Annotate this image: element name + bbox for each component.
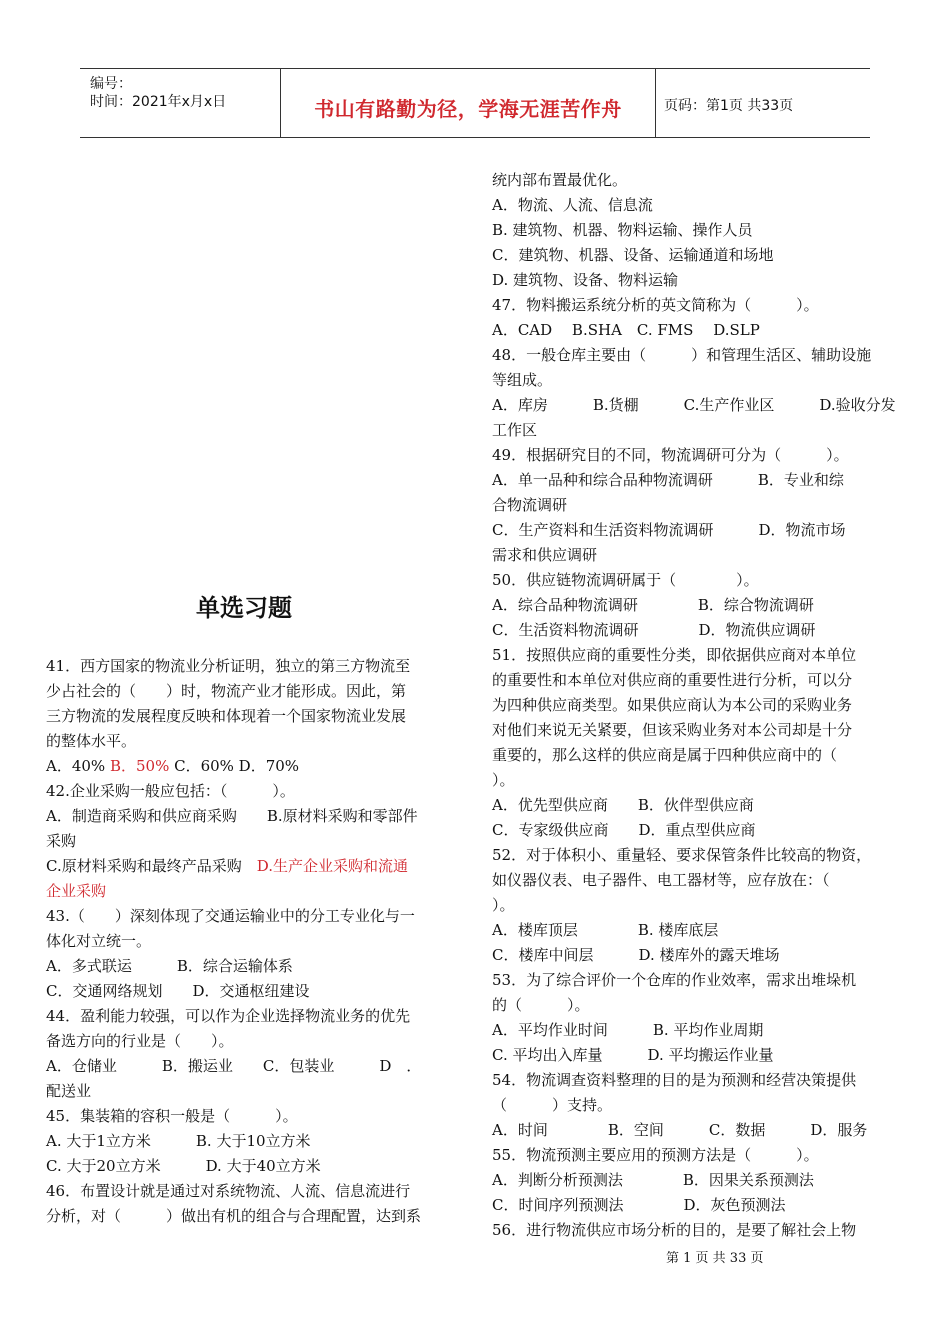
- text-line: [46, 1204, 458, 1229]
- line-text: ）。: [492, 896, 515, 914]
- line-text: C．时间序列预测法 D．灰色预测法: [492, 1196, 786, 1214]
- line-text: 54．物流调查资料整理的目的是为预测和经营决策提供: [492, 1071, 857, 1089]
- text-line: [492, 1143, 906, 1168]
- line-text: C．生活资料物流调研 D．物流供应调研: [492, 621, 816, 639]
- text-line: [492, 868, 906, 893]
- text-line: [46, 804, 458, 829]
- motto: 书山有路勤为径，学海无涯苦作舟: [314, 97, 622, 121]
- text-line: [492, 918, 906, 943]
- text-line: [492, 293, 906, 318]
- line-text: A．单一品种和综合品种物流调研 B．专业和综: [492, 471, 844, 489]
- line-text: 53．为了综合评价一个仓库的作业效率，需求出堆垛机: [492, 971, 857, 989]
- text-line: [492, 318, 906, 343]
- line-text: 41．西方国家的物流业分析证明，独立的第三方物流至: [46, 657, 411, 675]
- text-line: [46, 854, 458, 879]
- line-text: 重要的，那么这样的供应商是属于四种供应商中的（: [492, 746, 838, 764]
- text-line: [46, 1179, 458, 1204]
- text-line: [492, 618, 906, 643]
- text-line: [46, 654, 458, 679]
- line-text: A．40%: [46, 757, 110, 775]
- line-text: 等组成。: [492, 371, 553, 389]
- header-motto-cell: [280, 69, 656, 137]
- line-text: C．建筑物、机器、设备、运输通道和场地: [492, 246, 774, 264]
- line-text: 的整体水平。: [46, 732, 137, 750]
- text-line: [492, 568, 906, 593]
- line-text: C．生产资料和生活资料物流调研 D．物流市场: [492, 521, 846, 539]
- text-line: [46, 754, 458, 779]
- highlighted-answer: 企业采购: [46, 882, 107, 900]
- text-line: [46, 1079, 458, 1104]
- text-line: [492, 718, 906, 743]
- number-label: 编号：: [90, 76, 132, 92]
- line-text: A．多式联运 B．综合运输体系: [46, 957, 293, 975]
- text-line: [492, 368, 906, 393]
- text-line: [46, 779, 458, 804]
- text-line: [46, 929, 458, 954]
- page-footer: 第 1 页 共 33 页: [666, 1251, 764, 1266]
- line-text: 需求和供应调研: [492, 546, 598, 564]
- text-line: [492, 243, 906, 268]
- text-line: [46, 729, 458, 754]
- line-text: 配送业: [46, 1082, 92, 1100]
- line-text: A．CAD B.SHA C. FMS D.SLP: [492, 321, 760, 339]
- line-text: A．时间 B．空间 C．数据 D．服务: [492, 1121, 868, 1139]
- header-table: [80, 68, 870, 138]
- line-text: A．平均作业时间 B. 平均作业周期: [492, 1021, 764, 1039]
- text-line: [492, 818, 906, 843]
- text-line: [492, 943, 906, 968]
- line-text: 56．进行物流供应市场分析的目的，是要了解社会上物: [492, 1221, 857, 1239]
- text-line: [492, 893, 906, 918]
- text-line: [492, 518, 906, 543]
- line-text: 46．布置设计就是通过对系统物流、人流、信息流进行: [46, 1182, 411, 1200]
- line-text: 为四种供应商类型。如果供应商认为本公司的采购业务: [492, 696, 853, 714]
- line-text: A．仓储业 B．搬运业 C．包装业 D ．: [46, 1057, 422, 1075]
- line-text: C. 大于20立方米 D. 大于40立方米: [46, 1157, 321, 1175]
- text-line: [46, 1154, 458, 1179]
- text-line: [492, 1068, 906, 1093]
- text-line: [492, 1043, 906, 1068]
- text-line: [492, 343, 906, 368]
- page-info: 页码：第1页 共33页: [664, 98, 794, 114]
- line-text: 三方物流的发展程度反映和体现着一个国家物流业发展: [46, 707, 407, 725]
- line-text: B. 建筑物、机器、物料运输、操作人员: [492, 221, 753, 239]
- line-text: 48．一般仓库主要由（ ）和管理生活区、辅助设施: [492, 346, 872, 364]
- text-line: [492, 218, 906, 243]
- line-text: 52．对于体积小、重量轻、要求保管条件比较高的物资，: [492, 846, 872, 864]
- text-line: [46, 954, 458, 979]
- text-line: [46, 829, 458, 854]
- line-text: A. 大于1立方米 B. 大于10立方米: [46, 1132, 311, 1150]
- line-text: C．楼库中间层 D. 楼库外的露天堆场: [492, 946, 780, 964]
- line-text: 47．物料搬运系统分析的英文简称为（ ）。: [492, 296, 819, 314]
- line-text: 42.企业采购一般应包括：（ ）。: [46, 782, 295, 800]
- line-text: A．楼库顶层 B. 楼库底层: [492, 921, 719, 939]
- line-text: 合物流调研: [492, 496, 568, 514]
- line-text: A．库房 B.货棚 C.生产作业区 D.验收分发: [492, 396, 896, 414]
- line-text: 备选方向的行业是（ ）。: [46, 1032, 234, 1050]
- text-line: [46, 704, 458, 729]
- line-text: 的（ ）。: [492, 996, 590, 1014]
- text-line: [492, 793, 906, 818]
- line-text: 对他们来说无关紧要，但该采购业务对本公司却是十分: [492, 721, 853, 739]
- text-line: [492, 168, 906, 193]
- line-text: C．交通网络规划 D．交通枢纽建设: [46, 982, 310, 1000]
- text-line: [492, 443, 906, 468]
- line-text: A．优先型供应商 B．伙伴型供应商: [492, 796, 754, 814]
- header-page-cell: [655, 69, 870, 137]
- date-label: 时间：2021年x月x日: [90, 94, 227, 110]
- text-line: [492, 393, 906, 418]
- text-line: [492, 743, 906, 768]
- text-line: [492, 468, 906, 493]
- right-question-column: [492, 168, 906, 1243]
- text-line: [46, 879, 458, 904]
- line-text: 50．供应链物流调研属于（ ）。: [492, 571, 759, 589]
- text-line: [46, 904, 458, 929]
- line-text: ）。: [492, 771, 515, 789]
- text-line: [492, 1118, 906, 1143]
- header-meta-cell: [80, 69, 280, 137]
- line-text: 工作区: [492, 421, 538, 439]
- text-line: [492, 1218, 906, 1243]
- text-line: [492, 1018, 906, 1043]
- line-text: 43.（ ）深刻体现了交通运输业中的分工专业化与一: [46, 907, 415, 925]
- text-line: [492, 993, 906, 1018]
- text-line: [492, 493, 906, 518]
- highlighted-answer: B．50%: [109, 757, 170, 775]
- line-text: 体化对立统一。: [46, 932, 152, 950]
- text-line: [492, 843, 906, 868]
- line-text: 分析，对（ ）做出有机的组合与合理配置，达到系: [46, 1207, 422, 1225]
- line-text: 55．物流预测主要应用的预测方法是（ ）。: [492, 1146, 819, 1164]
- line-text: C.原材料采购和最终产品采购: [46, 857, 257, 875]
- line-text: A．判断分析预测法 B．因果关系预测法: [492, 1171, 814, 1189]
- line-text: A．综合品种物流调研 B．综合物流调研: [492, 596, 814, 614]
- line-text: 采购: [46, 832, 77, 850]
- line-text: 的重要性和本单位对供应商的重要性进行分析，可以分: [492, 671, 853, 689]
- text-line: [492, 543, 906, 568]
- text-line: [492, 693, 906, 718]
- text-line: [492, 1193, 906, 1218]
- text-line: [46, 679, 458, 704]
- line-text: C．60% D．70%: [169, 757, 300, 775]
- text-line: [46, 1054, 458, 1079]
- line-text: （ ）支持。: [492, 1096, 613, 1114]
- text-line: [492, 418, 906, 443]
- line-text: 45．集装箱的容积一般是（ ）。: [46, 1107, 298, 1125]
- line-text: A．制造商采购和供应商采购 B.原材料采购和零部件: [46, 807, 418, 825]
- text-line: [46, 1104, 458, 1129]
- text-line: [492, 1093, 906, 1118]
- text-line: [492, 193, 906, 218]
- section-title: 单选习题: [196, 594, 292, 622]
- line-text: A．物流、人流、信息流: [492, 196, 653, 214]
- line-text: 51．按照供应商的重要性分类，即依据供应商对本单位: [492, 646, 857, 664]
- line-text: C. 平均出入库量 D. 平均搬运作业量: [492, 1046, 774, 1064]
- text-line: [492, 593, 906, 618]
- line-text: 44．盈利能力较强，可以作为企业选择物流业务的优先: [46, 1007, 411, 1025]
- text-line: [46, 1029, 458, 1054]
- text-line: [46, 1129, 458, 1154]
- text-line: [492, 968, 906, 993]
- highlighted-answer: D.生产企业采购和流通: [256, 857, 408, 875]
- line-text: C．专家级供应商 D．重点型供应商: [492, 821, 756, 839]
- text-line: [46, 1004, 458, 1029]
- left-question-column: [46, 654, 458, 1229]
- line-text: D. 建筑物、设备、物料运输: [492, 271, 679, 289]
- line-text: 49．根据研究目的不同，物流调研可分为（ ）。: [492, 446, 849, 464]
- line-text: 如仪器仪表、电子器件、电工器材等，应存放在：（: [492, 871, 830, 889]
- line-text: 统内部布置最优化。: [492, 171, 628, 189]
- text-line: [492, 768, 906, 793]
- text-line: [492, 668, 906, 693]
- text-line: [46, 979, 458, 1004]
- text-line: [492, 1168, 906, 1193]
- text-line: [492, 643, 906, 668]
- line-text: 少占社会的（ ）时，物流产业才能形成。因此，第: [46, 682, 407, 700]
- text-line: [492, 268, 906, 293]
